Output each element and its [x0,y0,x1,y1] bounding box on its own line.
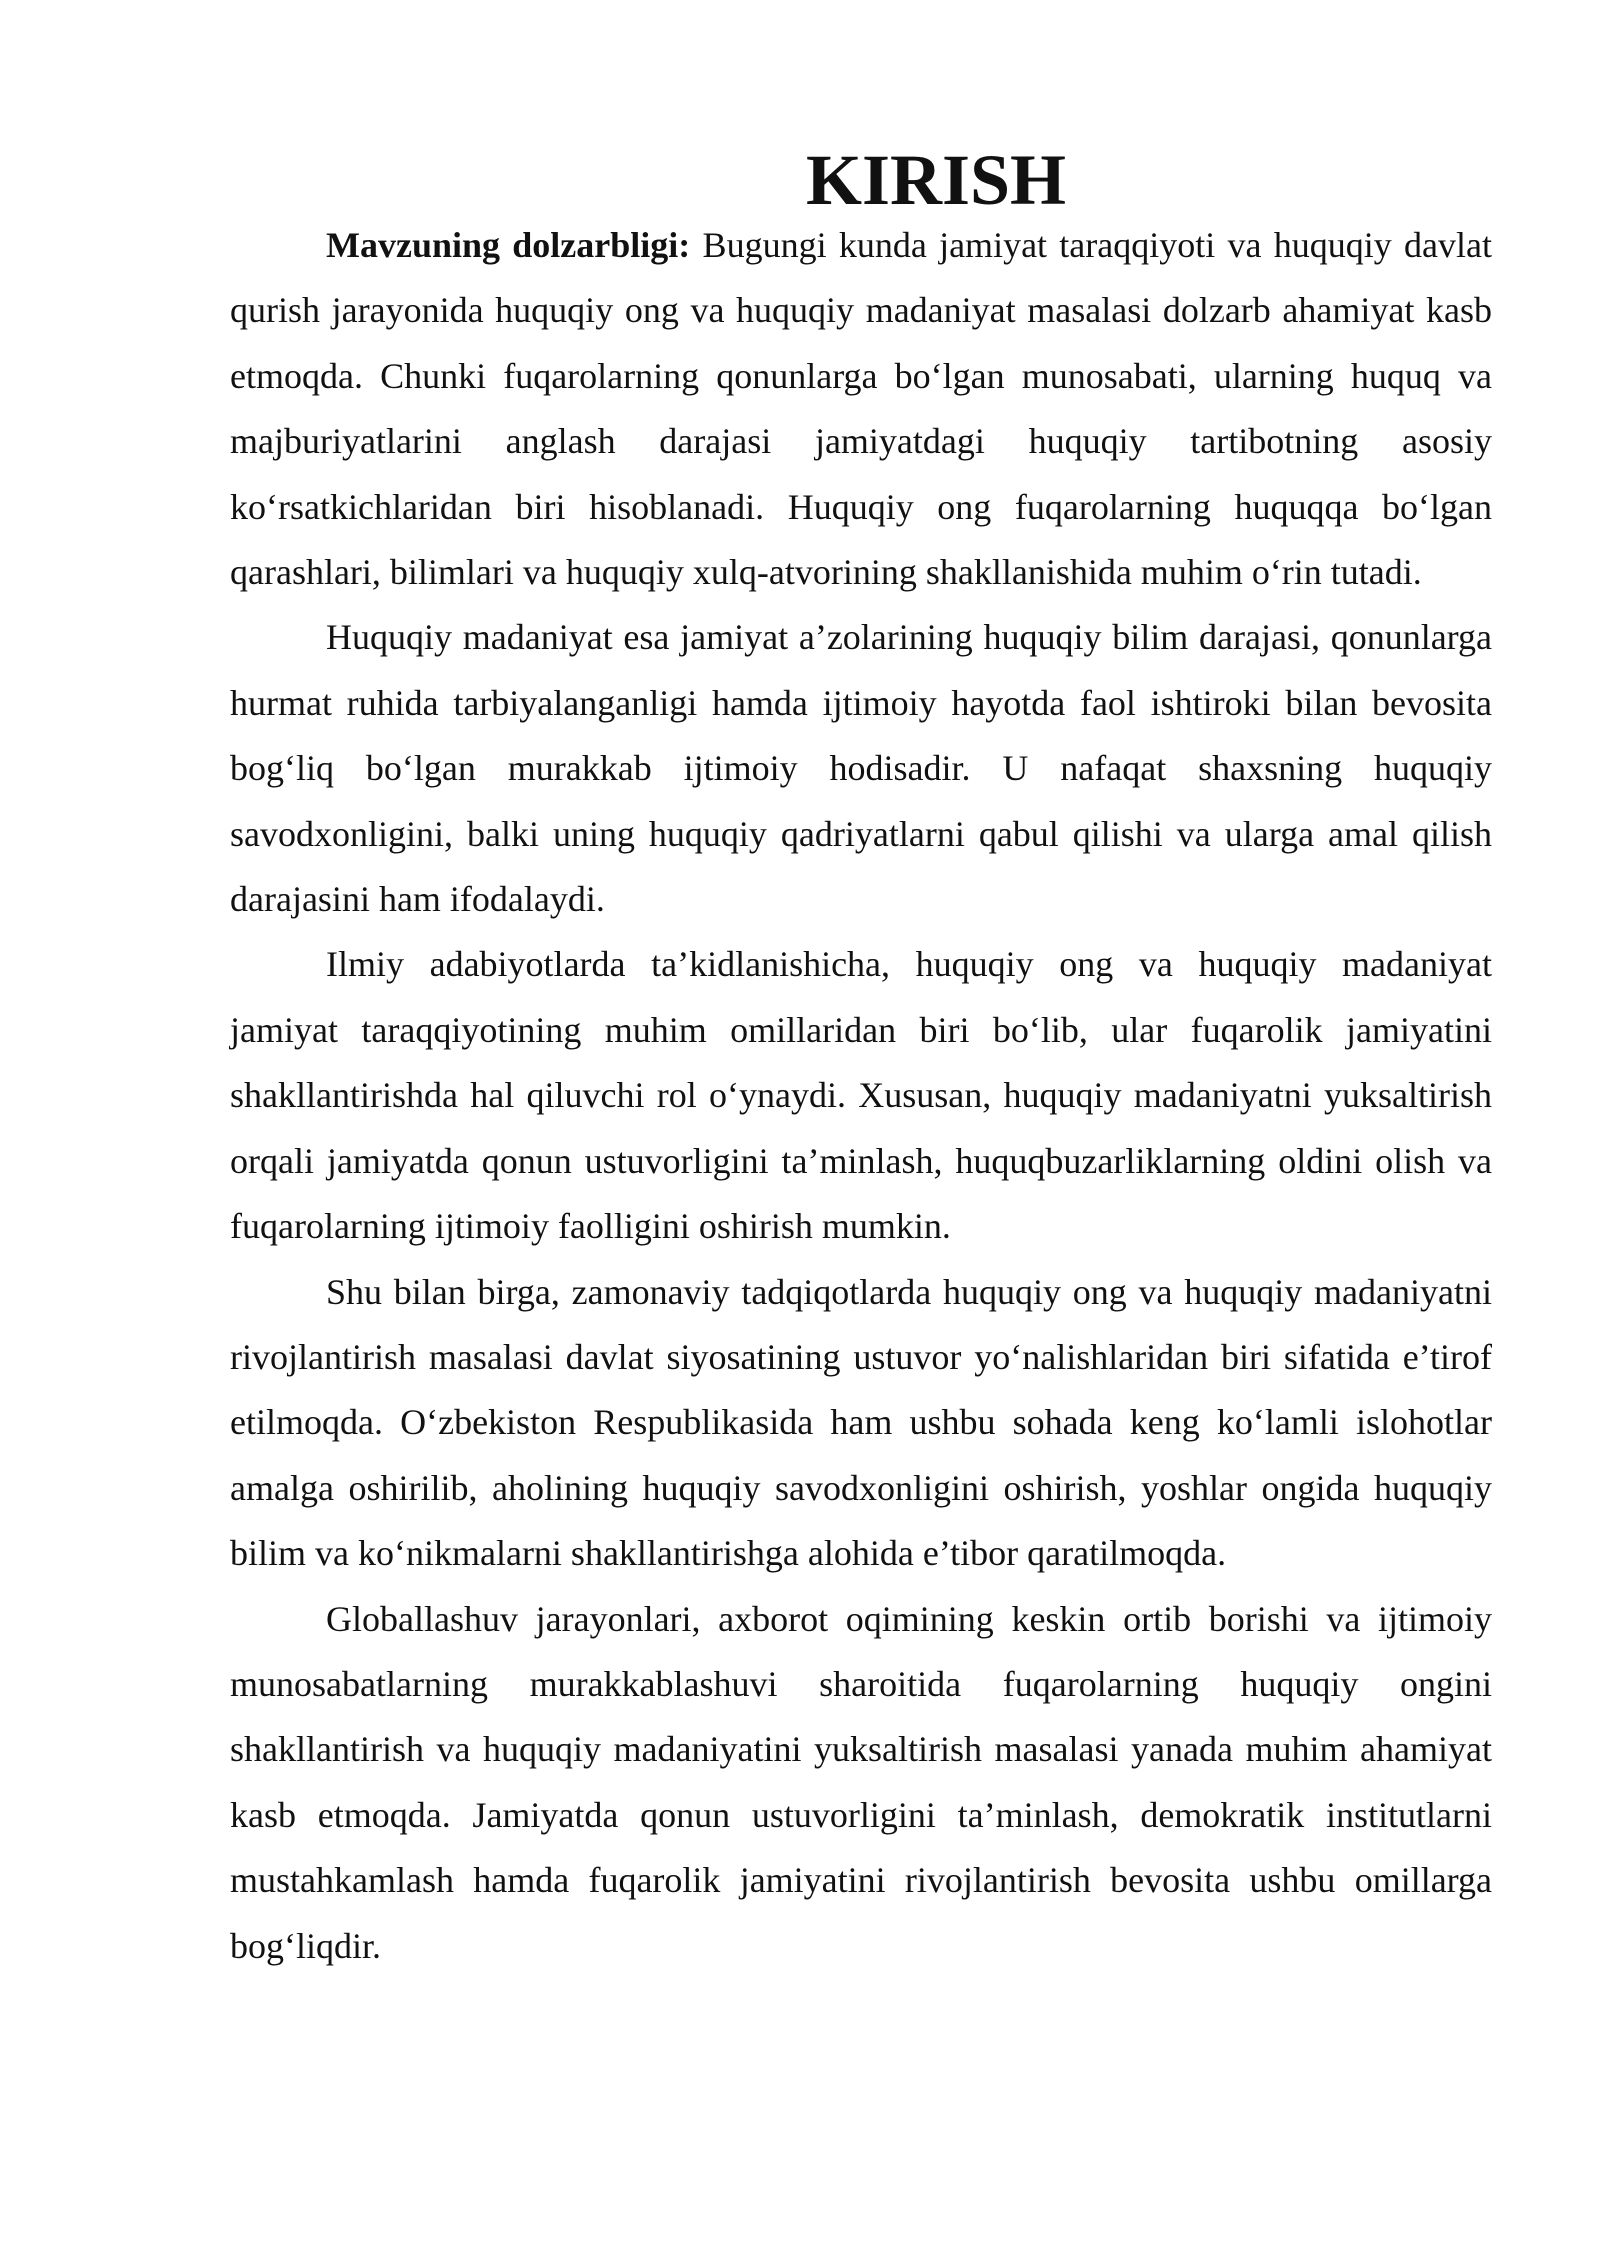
paragraph [230,932,1492,1259]
paragraph-text: Bugungi kunda jamiyat taraqqiyoti va huquqiy davlat qurish jarayonida huquqiy ong va huquqiy madaniyat masalasi dolzarb ahamiyat kasb etmoqda. Chunki fuqarolarning qonunlarga bo‘lgan munosabati, ularning huquq va majburiyatlarini anglash darajasi jamiyatdagi huquqiy tartibotning asosiy ko‘rsatkichlaridan biri hisoblanadi. Huquqiy ong fuqarolarning huquqqa bo‘lgan qarashlari, bilimlari va huquqiy xulq-atvorining shakllanishida muhim o‘rin tutadi. [230,225,1492,593]
page-title: KIRISH [805,140,1067,220]
paragraph [230,1587,1492,1979]
paragraph-text: Huquqiy madaniyat esa jamiyat a’zolarining huquqiy bilim darajasi, qonunlarga hurmat ruhida tarbiyalanganligi hamda ijtimoiy hayotda faol ishtiroki bilan bevosita bog‘liq bo‘lgan murakkab ijtimoiy hodisadir. U nafaqat shaxsning huquqiy savodxonligini, balki uning huquqiy qadriyatlarni qabul qilishi va ularga amal qilish darajasini ham ifodalaydi. [230,617,1492,920]
paragraph-text: Globallashuv jarayonlari, axborot oqimining keskin ortib borishi va ijtimoiy munosabatlarning murakkablashuvi sharoitida fuqarolarning huquqiy ongini shakllantirish va huquqiy madaniyatini yuksaltirish masalasi yanada muhim ahamiyat kasb etmoqda. Jamiyatda qonun ustuvorligini ta’minlash, demokratik institutlarni mustahkamlash hamda fuqarolik jamiyatini rivojlantirish bevosita ushbu omillarga bog‘liqdir. [230,1598,1492,1966]
paragraph [230,1260,1492,1587]
paragraph-text: Ilmiy adabiyotlarda ta’kidlanishicha, huquqiy ong va huquqiy madaniyat jamiyat taraqqiyotining muhim omillaridan biri bo‘lib, ular fuqarolik jamiyatini shakllantirishda hal qiluvchi rol o‘ynaydi. Xususan, huquqiy madaniyatni yuksaltirish orqali jamiyatda qonun ustuvorligini ta’minlash, huquqbuzarliklarning oldini olish va fuqarolarning ijtimoiy faolligini oshirish mumkin. [230,944,1492,1247]
paragraph-relevance [230,213,1492,605]
document-body [230,140,1492,1979]
paragraph-lead: Mavzuning dolzarbligi: [326,225,691,265]
paragraph [230,605,1492,932]
paragraph-text: Shu bilan birga, zamonaviy tadqiqotlarda huquqiy ong va huquqiy madaniyatni rivojlantirish masalasi davlat siyosatining ustuvor yo‘nalishlaridan biri sifatida e’tirof etilmoqda. O‘zbekiston Respublikasida ham ushbu sohada keng ko‘lamli islohotlar amalga oshirilib, aholining huquqiy savodxonligini oshirish, yoshlar ongida huquqiy bilim va ko‘nikmalarni shakllantirishga alohida e’tibor qaratilmoqda. [230,1271,1492,1574]
